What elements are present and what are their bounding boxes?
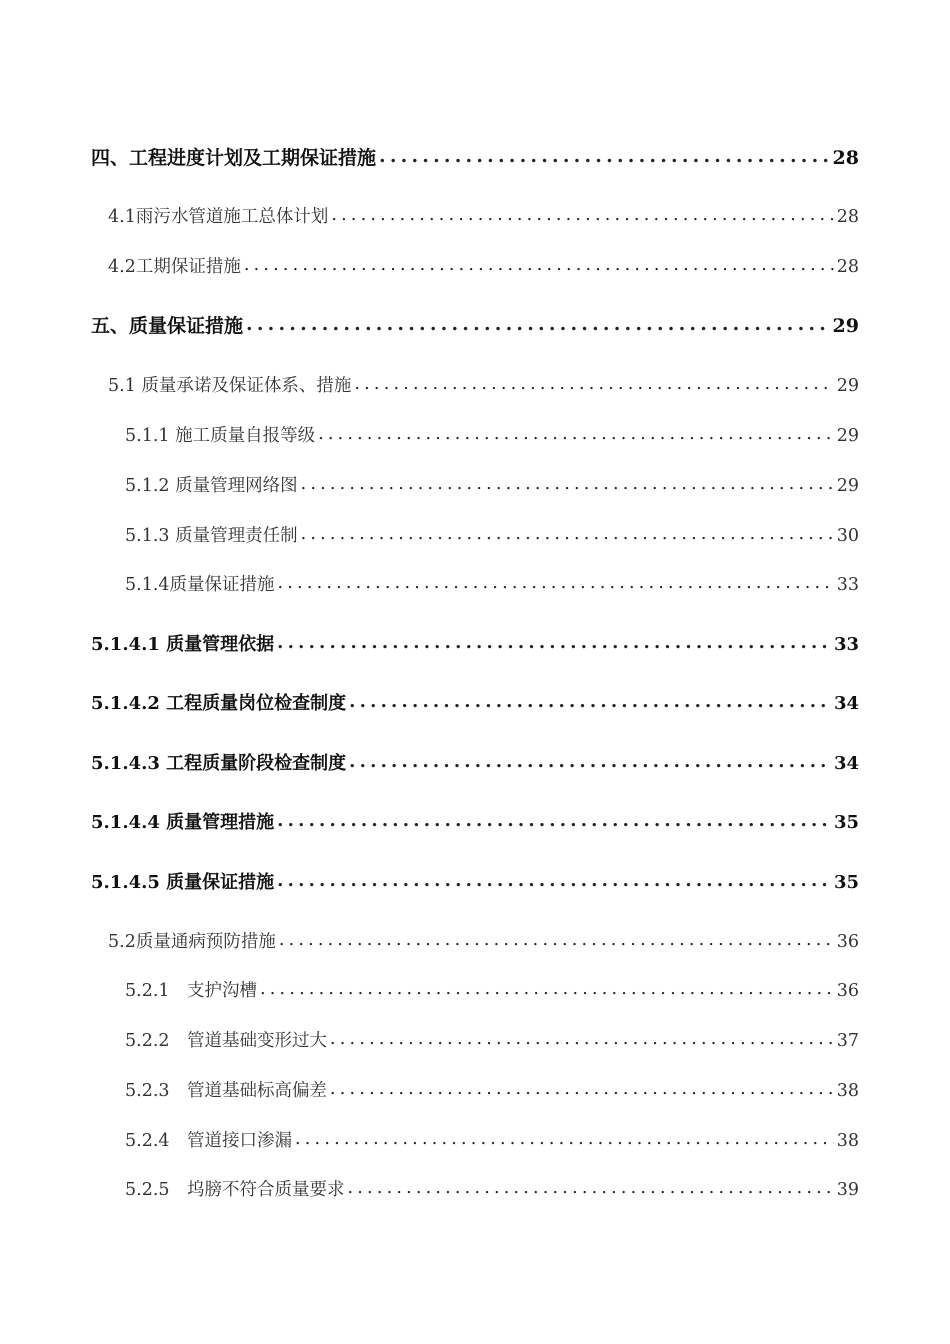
toc-entry-label: 5.2质量通病预防措施 [108, 931, 276, 952]
toc-entry-label: 5.1.4.1 质量管理依据 [91, 634, 275, 655]
dot-leader [301, 526, 834, 544]
toc-entry-5-1-2[interactable] [125, 465, 859, 495]
toc-entry-4-2[interactable] [108, 246, 859, 276]
toc-entry-page-number: 29 [832, 315, 859, 337]
toc-entry-page-number: 28 [832, 147, 859, 169]
dot-leader [279, 932, 834, 950]
toc-entry-5-1-4[interactable] [125, 564, 859, 594]
dot-leader [354, 376, 833, 394]
toc-entry-5-1-4-3[interactable] [91, 743, 859, 773]
toc-entry-label: 5.1.4.5 质量保证措施 [91, 872, 275, 893]
toc-entry-chapter-4[interactable] [91, 138, 859, 168]
toc-entry-label: 5.2.4 管道接口渗漏 [125, 1130, 293, 1151]
dot-leader [330, 1081, 834, 1099]
toc-entry-page-number: 28 [836, 206, 859, 227]
toc-entry-page-number: 35 [833, 872, 859, 893]
toc-entry-5-1[interactable] [108, 365, 859, 395]
toc-entry-page-number: 37 [836, 1030, 859, 1051]
toc-entry-page-number: 29 [836, 375, 859, 396]
dot-leader [246, 315, 830, 334]
toc-entry-page-number: 38 [836, 1080, 859, 1101]
toc-entry-label: 5.1.4.3 工程质量阶段检查制度 [91, 753, 347, 774]
dot-leader [277, 634, 831, 652]
toc-entry-label: 5.2.2 管道基础变形过大 [125, 1030, 328, 1051]
toc-entry-5-1-4-1[interactable] [91, 624, 859, 654]
dot-leader [277, 812, 831, 830]
toc-entry-label: 4.1雨污水管道施工总体计划 [108, 206, 329, 227]
toc-entry-5-2-1[interactable] [125, 970, 859, 1000]
toc-entry-label: 四、工程进度计划及工期保证措施 [91, 147, 377, 169]
dot-leader [278, 575, 834, 593]
toc-entry-label: 五、质量保证措施 [91, 315, 244, 337]
dot-leader [349, 753, 831, 771]
dot-leader [277, 872, 831, 890]
toc-entry-label: 5.1.3 质量管理责任制 [125, 525, 298, 546]
toc-entry-5-1-1[interactable] [125, 415, 859, 445]
toc-entry-page-number: 34 [833, 753, 859, 774]
dot-leader [244, 257, 834, 275]
toc-entry-label: 5.1.2 质量管理网络图 [125, 475, 298, 496]
toc-entry-page-number: 33 [833, 634, 859, 655]
toc-entry-chapter-5[interactable] [91, 306, 859, 336]
toc-entry-page-number: 34 [833, 693, 859, 714]
toc-entry-label: 5.1.4.4 质量管理措施 [91, 812, 275, 833]
toc-entry-page-number: 33 [836, 574, 859, 595]
toc-entry-5-2-2[interactable] [125, 1020, 859, 1050]
dot-leader [330, 1031, 834, 1049]
toc-entry-page-number: 38 [836, 1130, 859, 1151]
toc-entry-page-number: 29 [836, 425, 859, 446]
toc-entry-page-number: 39 [836, 1179, 859, 1200]
dot-leader [318, 426, 834, 444]
toc-entry-label: 4.2工期保证措施 [108, 256, 241, 277]
toc-entry-label: 5.2.3 管道基础标高偏差 [125, 1080, 328, 1101]
dot-leader [260, 981, 834, 999]
toc-entry-page-number: 35 [833, 812, 859, 833]
toc-entry-label: 5.1.4质量保证措施 [125, 574, 275, 595]
dot-leader [348, 1180, 834, 1198]
dot-leader [349, 693, 831, 711]
toc-entry-5-1-4-4[interactable] [91, 802, 859, 832]
toc-entry-5-2[interactable] [108, 921, 859, 951]
toc-entry-page-number: 30 [836, 525, 859, 546]
toc-entry-label: 5.1.1 施工质量自报等级 [125, 425, 316, 446]
toc-entry-5-2-5[interactable] [125, 1169, 859, 1199]
toc-entry-page-number: 36 [836, 980, 859, 1001]
toc-entry-page-number: 36 [836, 931, 859, 952]
toc-entry-5-2-3[interactable] [125, 1070, 859, 1100]
dot-leader [295, 1131, 834, 1149]
toc-entry-label: 5.1 质量承诺及保证体系、措施 [108, 375, 352, 396]
toc-entry-label: 5.2.1 支护沟槽 [125, 980, 258, 1001]
toc-entry-4-1[interactable] [108, 196, 859, 226]
toc-entry-5-2-4[interactable] [125, 1120, 859, 1150]
toc-entry-label: 5.2.5 坞膀不符合质量要求 [125, 1179, 345, 1200]
toc-entry-5-1-4-5[interactable] [91, 862, 859, 892]
dot-leader [379, 147, 830, 166]
dot-leader [331, 207, 833, 225]
dot-leader [301, 476, 834, 494]
toc-entry-5-1-3[interactable] [125, 515, 859, 545]
toc-entry-label: 5.1.4.2 工程质量岗位检查制度 [91, 693, 347, 714]
toc-entry-page-number: 29 [836, 475, 859, 496]
toc-entry-page-number: 28 [836, 256, 859, 277]
toc-entry-5-1-4-2[interactable] [91, 683, 859, 713]
